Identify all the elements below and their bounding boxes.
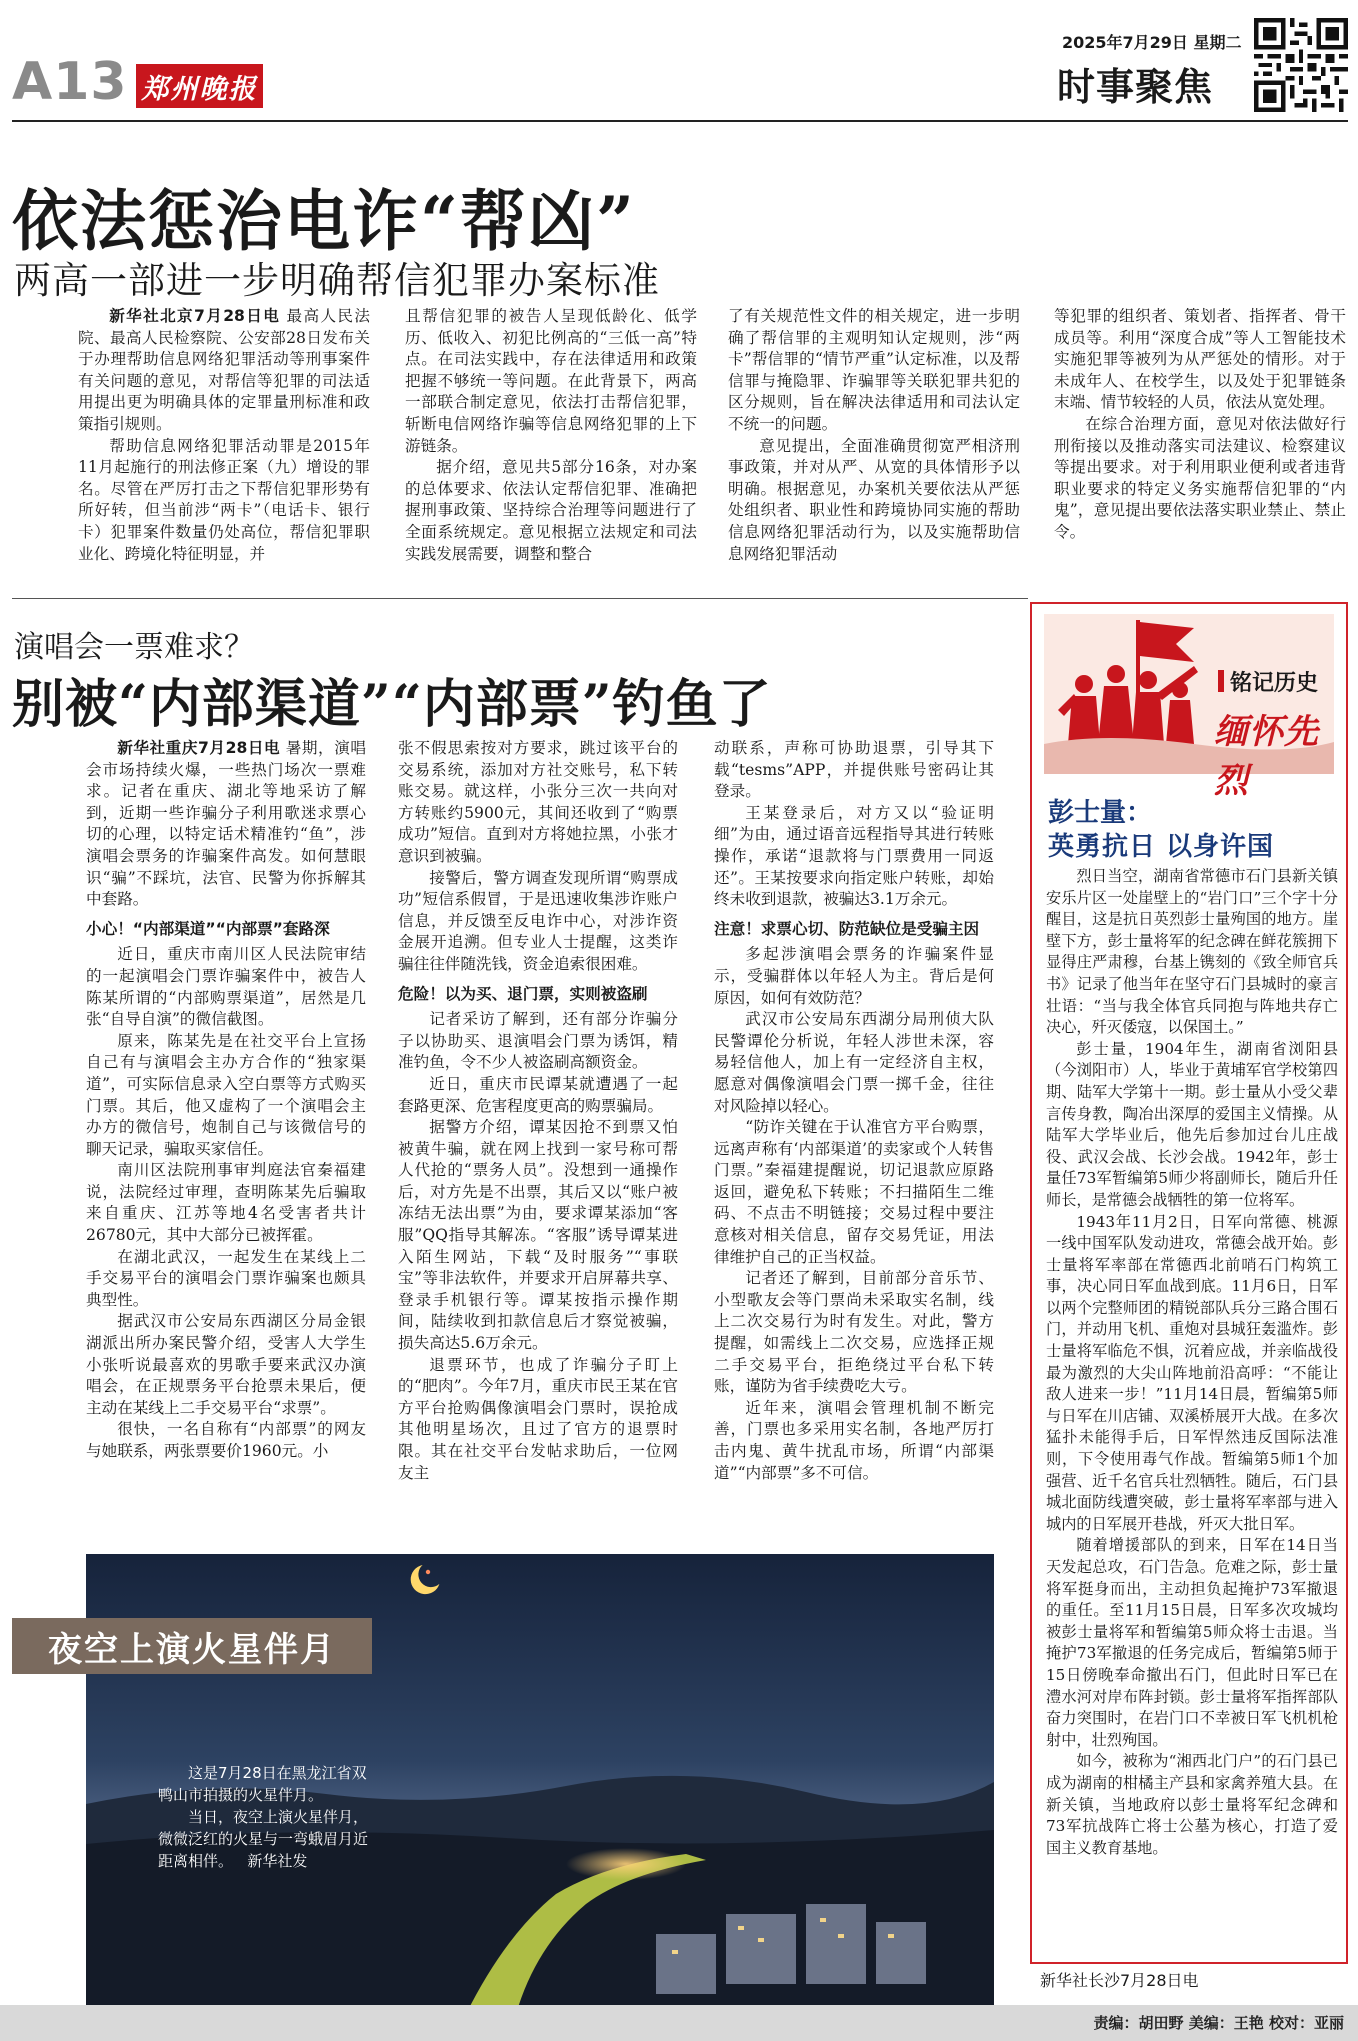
paragraph: 记者还了解到，目前部分音乐节、小型歌友会等门票尚未采取实名制，线上二次交易行为时有发生。对此，警方提醒，如需线上二次交易，应选择正规二手交易平台，拒绝绕过平台私下转账，谨防为省手续费吃大亏。 — [714, 1269, 994, 1396]
article2-column-1 — [86, 738, 366, 1508]
article1-column-3 — [728, 306, 1020, 586]
article1-column-2 — [405, 306, 697, 586]
paragraph: 王某登录后，对方又以“验证明细”为由，通过语音远程指导其进行转账操作，承诺“退款将与门票费用一同返还”。王某按要求向指定账户转账，却始终未收到退款，被骗达3.1万余元。 — [714, 803, 994, 909]
paragraph: 暑期，演唱会市场持续火爆，一些热门场次一票难求。记者在重庆、湖北等地采访了解到，近期一些诈骗分子利用歌迷求票心切的心理，以特定话术精准钓“鱼”，涉演唱会票务的诈骗案件高发。如何慧眼识“骗”不踩坑，法官、民警为你拆解其中套路。 — [86, 739, 366, 909]
page-number: A13 — [12, 52, 128, 112]
paragraph: 近日，重庆市民谭某就遭遇了一起套路更深、危害程度更高的购票骗局。 — [398, 1074, 678, 1115]
newspaper-logo: 郑州晚报 — [136, 64, 263, 108]
article2-dateline: 新华社重庆7月28日电 — [117, 739, 281, 757]
paragraph: 近年来，演唱会管理机制不断完善，门票也多采用实名制，各地严厉打击内鬼、黄牛扰乱市场，所谓“内部渠道”“内部票”多不可信。 — [714, 1398, 994, 1482]
paragraph: 接警后，警方调查发现所谓“购票成功”短信系假冒，于是迅速收集涉诈账户信息，并反馈至反电诈中心，对涉诈资金展开追溯。但专业人士提醒，这类诈骗往往伴随洗钱，资金追索很困难。 — [398, 868, 678, 973]
paragraph: 随着增援部队的到来，日军在14日当天发起总攻，石门告急。危难之际，彭士量将军挺身而出，主动担负起掩护73军撤退的重任。至11月15日晨，日军多次攻城均被彭士量将军和暂编第5师众将士击退。当掩护73军撤退的任务完成后，暂编第5师于15日傍晚奉命撤出石门，但此时日军已在澧水河对岸布阵封锁。彭士量将军指挥部队奋力突围时，在岩门口不幸被日军飞机机枪射中，壮烈殉国。 — [1046, 1536, 1338, 1749]
article2-kicker: 演唱会一票难求？ — [14, 630, 254, 665]
paragraph: 近日，重庆市南川区人民法院审结的一起演唱会门票诈骗案件中，被告人陈某所谓的“内部购票渠道”，居然是几张“自导自演”的微信截图。 — [86, 945, 366, 1029]
photo-title: 夜空上演火星伴月 — [12, 1618, 372, 1674]
section-heading: 危险！以为买、退门票，实则被盗刷 — [398, 984, 648, 1003]
photo-caption — [158, 1762, 373, 1872]
qr-code-icon[interactable] — [1254, 18, 1348, 112]
paragraph: 据介绍，意见共5部分16条，对办案的总体要求、依法认定帮信犯罪、准确把握刑事政策、坚持综合治理等问题进行了全面系统规定。意见根据立法规定和司法实践发展需要，调整和整合 — [405, 458, 697, 563]
paragraph: 烈日当空，湖南省常德市石门县新关镇安乐片区一处崖壁上的“岩门口”三个字十分醒目，这是抗日英烈彭士量殉国的地方。崖壁下方，彭士量将军的纪念碑在鲜花簇拥下显得庄严肃穆，台基上镌刻的《致全师官兵书》记录了他当年在坚守石门县城时的豪言壮语：“当与我全体官兵同抱与阵地共存亡决心，歼灭倭寇，以保国土。” — [1046, 867, 1338, 1037]
paragraph: 了有关规范性文件的相关规定，进一步明确了帮信罪的主观明知认定规则，涉“两卡”帮信罪的“情节严重”认定标准，以及帮信罪与掩隐罪、诈骗罪等关联犯罪共犯的区分规则，旨在解决法律适用和司法认定不统一的问题。 — [728, 307, 1020, 433]
editor-credits: 责编：胡田野 美编：王艳 校对：亚丽 — [1093, 2014, 1344, 2032]
header-divider — [12, 120, 1348, 122]
article1-dateline: 新华社北京7月28日电 — [109, 307, 281, 325]
paragraph: 据武汉市公安局东西湖区分局金银湖派出所办案民警介绍，受害人大学生小张听说最喜欢的男歌手要来武汉办演唱会，在正规票务平台抢票未果后，便主动在某线上二手交易平台“求票”。 — [86, 1312, 366, 1417]
section-heading: 小心！“内部渠道”“内部票”套路深 — [86, 919, 330, 938]
paragraph: 很快，一名自称有“内部票”的网友与她联系，两张票要价1960元。小 — [86, 1420, 366, 1460]
sidebar-credit: 新华社长沙7月28日电 — [1040, 1971, 1199, 1990]
paragraph: 退票环节，也成了诈骗分子盯上的“肥肉”。今年7月，重庆市民王某在官方平台抢购偶像演唱会门票时，误抢成其他明星场次，且过了官方的退票时限。其在社交平台发帖求助后，一位网友主 — [398, 1355, 678, 1482]
paragraph: 在湖北武汉，一起发生在某线上二手交易平台的演唱会门票诈骗案也颇具典型性。 — [86, 1247, 366, 1309]
paragraph: 等犯罪的组织者、策划者、指挥者、骨干成员等。利用“深度合成”等人工智能技术实施犯罪等被列为从严惩处的情形。对于未成年人、在校学生，以及处于犯罪链条末端、情节较轻的人员，依法从宽处理。 — [1054, 307, 1346, 412]
sidebar-subheadline: 英勇抗日 以身许国 — [1048, 832, 1275, 862]
history-sidebar — [1030, 602, 1348, 1964]
paragraph: 南川区法院刑事审判庭法官秦福建说，法院经过审理，查明陈某先后骗取来自重庆、江苏等地4名受害者共计26780元，其中大部分已被挥霍。 — [86, 1161, 366, 1245]
paragraph: 原来，陈某先是在社交平台上宣扬自己有与演唱会主办方合作的“独家渠道”，可实际信息录入空白票等方式购买门票。其后，他又虚构了一个演唱会主办方的微信号，炮制自己与该微信号的聊天记录，骗取买家信任。 — [86, 1031, 366, 1158]
article1-headline: 依法惩治电诈“帮凶” — [12, 182, 636, 260]
sidebar-column-name: 缅怀先烈 — [1214, 712, 1319, 801]
article1-subheadline: 两高一部进一步明确帮信犯罪办案标准 — [14, 259, 660, 302]
sidebar-topic: 铭记历史 — [1230, 671, 1319, 696]
article1-column-1 — [78, 306, 370, 586]
topic-marker — [1218, 670, 1224, 692]
paragraph: 彭士量，1904年生，湖南省浏阳县（今浏阳市）人，毕业于黄埔军官学校第四期、陆军大学第十一期。彭士量从小受父辈言传身教，陶冶出深厚的爱国主义情操。从陆军大学毕业后，他先后参加过台儿庄战役、武汉会战、长沙会战。1942年，彭士量任73军暂编第5师少将副师长，随后升任师长，是常德会战牺牲的第一位将军。 — [1046, 1039, 1338, 1209]
sidebar-banner — [1044, 614, 1334, 801]
article2-column-2 — [398, 738, 678, 1508]
sidebar-headline: 彭士量： — [1048, 798, 1153, 828]
caption-line: 这是7月28日在黑龙江省双鸭山市拍摄的火星伴月。 — [158, 1764, 367, 1804]
caption-line: 当日，夜空上演火星伴月，微微泛红的火星与一弯蛾眉月近距离相伴。 — [158, 1808, 369, 1870]
article1-column-4 — [1054, 306, 1346, 586]
paragraph: 在综合治理方面，意见对依法做好行刑衔接以及推动落实司法建议、检察建议等提出要求。对于利用职业便利或者违背职业要求的特定义务实施帮信犯罪的“内鬼”，意见提出要依法落实职业禁止、禁止令。 — [1054, 414, 1346, 541]
paragraph: 据警方介绍，谭某因抢不到票又怕被黄牛骗，就在网上找到一家号称可帮人代抢的“票务人员”。没想到一通操作后，对方先是不出票，其后又以“账户被冻结无法出票”为由，要求谭某添加“客服”QQ指导其解冻。“客服”诱导谭某进入陌生网站，下载“及时服务”“事联宝”等非法软件，并要求开启屏幕共享、登录手机银行等。谭某按指示操作期间，陆续收到扣款信息后才察觉被骗，损失高达5.6万余元。 — [398, 1118, 678, 1353]
paragraph: 张不假思索按对方要求，跳过该平台的交易系统，添加对方社交账号，私下转账交易。就这样，小张分三次一共向对方转账约5900元，其间还收到了“购票成功”短信。直到对方将她拉黑，小张才意识到被骗。 — [398, 739, 678, 865]
paragraph: 多起涉演唱会票务的诈骗案件显示，受骗群体以年轻人为主。背后是何原因，如何有效防范？ — [714, 945, 994, 1007]
issue-date: 2025年7月29日 星期二 — [1062, 33, 1242, 52]
paragraph: 帮助信息网络犯罪活动罪是2015年11月起施行的刑法修正案（九）增设的罪名。尽管在严厉打击之下帮信犯罪形势有所好转，但当前涉“两卡”（电话卡、银行卡）犯罪案件数量仍处高位，帮信犯罪职业化、跨境化特征明显，并 — [78, 436, 370, 563]
paragraph: 如今，被称为“湘西北门户”的石门县已成为湖南的柑橘主产县和家禽养殖大县。在新关镇，当地政府以彭士量将军纪念碑和73军抗战阵亡将士公墓为核心，打造了爱国主义教育基地。 — [1046, 1752, 1338, 1857]
sidebar-body — [1046, 866, 1338, 1960]
photo-credit: 新华社发 — [247, 1852, 308, 1870]
paragraph: 武汉市公安局东西湖分局刑侦大队民警谭伦分析说，年轻人涉世未深，容易轻信他人，加上有一定经济自主权，愿意对偶像演唱会门票一掷千金，往往对风险掉以轻心。 — [714, 1010, 994, 1115]
paragraph: 动联系，声称可协助退票，引导其下载“tesms”APP，并提供账号密码让其登录。 — [714, 739, 994, 801]
paragraph: 1943年11月2日，日军向常德、桃源一线中国军队发动进攻，常德会战开始。彭士量将军率部在常德西北前哨石门构筑工事，决心同日军血战到底。11月6日，日军以两个完整师团的精锐部队兵分三路合围石门，并动用飞机、重炮对县城狂轰滥炸。彭士量将军临危不惧，沉着应战，并亲临战役最为激烈的大尖山阵地前沿高呼：“不能让敌人进来一步！”11月14日晨，暂编第5师与日军在川店铺、双溪桥展开大战。在多次猛扑未能得手后，日军悍然违反国际法准则，下令使用毒气作战。暂编第5师1个加强营、近千名官兵壮烈牺牲。随后，石门县城北面防线遭突破，彭士量将军率部与进入城内的日军展开巷战，歼灭大批日军。 — [1046, 1212, 1338, 1533]
article2-column-3 — [714, 738, 994, 1508]
article-divider — [12, 598, 1028, 599]
section-heading: 注意！求票心切、防范缺位是受骗主因 — [714, 919, 980, 938]
paragraph: 意见提出，全面准确贯彻宽严相济刑事政策，并对从严、从宽的具体情形予以明确。根据意见，办案机关要依法从严惩处组织者、职业性和跨境协同实施的帮助信息网络犯罪活动行为，以及实施帮助信息网络犯罪活动 — [728, 436, 1020, 563]
paragraph: 记者采访了解到，还有部分诈骗分子以协助买、退演唱会门票为诱饵，精准钓鱼，令不少人被盗刷高额资金。 — [398, 1010, 678, 1072]
paragraph: “防诈关键在于认准官方平台购票，远离声称有‘内部渠道’的卖家或个人转售门票。”秦福建提醒说，切记退款应原路返回，避免私下转账；不扫描陌生二维码、不点击不明链接；交易过程中要注意核对相关信息，留存交易凭证，用法律维护自己的正当权益。 — [714, 1118, 994, 1266]
paragraph: 且帮信犯罪的被告人呈现低龄化、低学历、低收入、初犯比例高的“三低一高”特点。在司法实践中，存在法律适用和政策把握不够统一等问题。在此背景下，两高一部联合制定意见，依法打击帮信犯罪，斩断电信网络诈骗等信息网络犯罪的上下游链条。 — [405, 307, 697, 455]
article2-headline: 别被“内部渠道”“内部票”钓鱼了 — [12, 674, 772, 735]
section-title: 时事聚焦 — [1057, 65, 1214, 109]
paragraph: 最高人民法院、最高人民检察院、公安部28日发布关于办理帮助信息网络犯罪活动等刑事案件有关问题的意见，对帮信等犯罪的司法适用提出更为明确具体的定罪量刑标准和政策指引规则。 — [78, 307, 370, 433]
